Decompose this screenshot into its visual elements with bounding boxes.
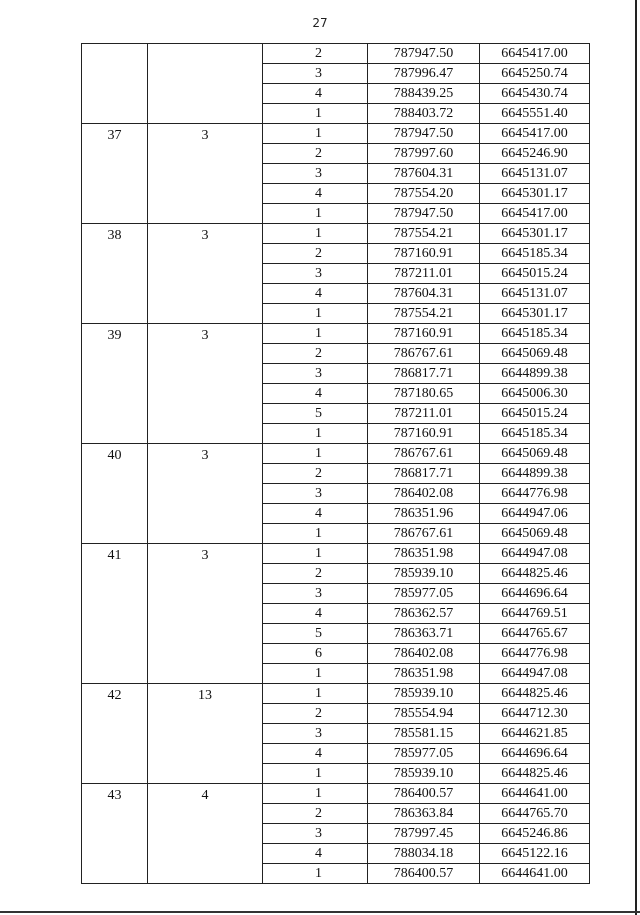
x-coordinate-cell: 787997.45: [368, 824, 480, 844]
y-coordinate-cell: 6644825.46: [480, 564, 590, 584]
parcel-number: 39: [107, 328, 122, 343]
point-number-cell: 2: [263, 564, 368, 584]
x-coordinate-cell: 785554.94: [368, 704, 480, 724]
point-number-cell: 4: [263, 604, 368, 624]
table-row: [82, 544, 590, 564]
x-coordinate-cell: 788439.25: [368, 84, 480, 104]
x-coordinate-cell: 786400.57: [368, 784, 480, 804]
table-row: [82, 124, 590, 144]
x-coordinate-cell: 787160.91: [368, 424, 480, 444]
x-coordinate-cell: 787554.20: [368, 184, 480, 204]
x-coordinate-cell: 787180.65: [368, 384, 480, 404]
table-row: [82, 684, 590, 704]
y-coordinate-cell: 6644765.70: [480, 804, 590, 824]
coordinates-table: [81, 43, 590, 884]
x-coordinate-cell: 785939.10: [368, 684, 480, 704]
parcel-number-cell: [82, 684, 148, 784]
point-number-cell: 1: [263, 104, 368, 124]
point-count-cell: [148, 224, 263, 324]
x-coordinate-cell: 787947.50: [368, 124, 480, 144]
page-edge-bottom: [0, 911, 640, 913]
y-coordinate-cell: 6645069.48: [480, 524, 590, 544]
y-coordinate-cell: 6644947.08: [480, 544, 590, 564]
y-coordinate-cell: 6644899.38: [480, 464, 590, 484]
x-coordinate-cell: 786767.61: [368, 524, 480, 544]
y-coordinate-cell: 6644776.98: [480, 484, 590, 504]
x-coordinate-cell: 785581.15: [368, 724, 480, 744]
point-number-cell: 1: [263, 224, 368, 244]
y-coordinate-cell: 6644641.00: [480, 864, 590, 884]
parcel-number-cell: [82, 324, 148, 444]
point-number-cell: 1: [263, 864, 368, 884]
x-coordinate-cell: 787997.60: [368, 144, 480, 164]
y-coordinate-cell: 6644765.67: [480, 624, 590, 644]
y-coordinate-cell: 6644769.51: [480, 604, 590, 624]
page-number: 27: [312, 16, 328, 30]
point-number-cell: 1: [263, 204, 368, 224]
point-number-cell: 6: [263, 644, 368, 664]
y-coordinate-cell: 6645185.34: [480, 424, 590, 444]
x-coordinate-cell: 787211.01: [368, 264, 480, 284]
page-edge-right: [635, 0, 637, 915]
table-row: [82, 324, 590, 344]
point-count-cell: [148, 544, 263, 684]
point-count-cell: [148, 684, 263, 784]
y-coordinate-cell: 6645015.24: [480, 264, 590, 284]
point-number-cell: 4: [263, 504, 368, 524]
x-coordinate-cell: 786400.57: [368, 864, 480, 884]
parcel-number: 40: [107, 448, 122, 463]
point-count: 3: [201, 448, 209, 463]
point-number-cell: 4: [263, 744, 368, 764]
point-number-cell: 3: [263, 724, 368, 744]
parcel-number-cell: [82, 124, 148, 224]
parcel-number: 38: [107, 228, 122, 243]
point-number-cell: 1: [263, 524, 368, 544]
point-number-cell: 5: [263, 624, 368, 644]
point-number-cell: 2: [263, 44, 368, 64]
parcel-number: 42: [107, 688, 122, 703]
parcel-number-cell: [82, 444, 148, 544]
point-count-cell: [148, 124, 263, 224]
x-coordinate-cell: 787604.31: [368, 164, 480, 184]
point-number-cell: 4: [263, 384, 368, 404]
x-coordinate-cell: 786351.96: [368, 504, 480, 524]
x-coordinate-cell: 785939.10: [368, 764, 480, 784]
point-count: 3: [201, 128, 209, 143]
y-coordinate-cell: 6645015.24: [480, 404, 590, 424]
x-coordinate-cell: 788034.18: [368, 844, 480, 864]
point-number-cell: 2: [263, 144, 368, 164]
y-coordinate-cell: 6644825.46: [480, 684, 590, 704]
y-coordinate-cell: 6644825.46: [480, 764, 590, 784]
x-coordinate-cell: 786363.84: [368, 804, 480, 824]
point-number-cell: 4: [263, 284, 368, 304]
point-number-cell: 3: [263, 164, 368, 184]
y-coordinate-cell: 6645069.48: [480, 344, 590, 364]
x-coordinate-cell: 785977.05: [368, 744, 480, 764]
parcel-number-cell: [82, 544, 148, 684]
y-coordinate-cell: 6645301.17: [480, 184, 590, 204]
point-number-cell: 2: [263, 804, 368, 824]
y-coordinate-cell: 6645301.17: [480, 224, 590, 244]
parcel-number: 37: [107, 128, 122, 143]
parcel-number-cell: [82, 44, 148, 124]
y-coordinate-cell: 6645417.00: [480, 124, 590, 144]
point-count: 4: [201, 788, 209, 803]
point-number-cell: 5: [263, 404, 368, 424]
y-coordinate-cell: 6644947.06: [480, 504, 590, 524]
y-coordinate-cell: 6645069.48: [480, 444, 590, 464]
x-coordinate-cell: 787604.31: [368, 284, 480, 304]
y-coordinate-cell: 6644712.30: [480, 704, 590, 724]
point-number-cell: 3: [263, 264, 368, 284]
point-number-cell: 3: [263, 824, 368, 844]
y-coordinate-cell: 6645131.07: [480, 284, 590, 304]
point-count-cell: [148, 44, 263, 124]
x-coordinate-cell: 787996.47: [368, 64, 480, 84]
y-coordinate-cell: 6645301.17: [480, 304, 590, 324]
point-number-cell: 2: [263, 464, 368, 484]
point-count: [148, 44, 262, 46]
x-coordinate-cell: 786402.08: [368, 644, 480, 664]
point-number-cell: 1: [263, 324, 368, 344]
x-coordinate-cell: 786817.71: [368, 364, 480, 384]
y-coordinate-cell: 6645246.90: [480, 144, 590, 164]
parcel-number-cell: [82, 784, 148, 884]
y-coordinate-cell: 6645006.30: [480, 384, 590, 404]
parcel-number-cell: [82, 224, 148, 324]
point-count-cell: [148, 784, 263, 884]
y-coordinate-cell: 6645185.34: [480, 244, 590, 264]
point-number-cell: 2: [263, 704, 368, 724]
point-number-cell: 3: [263, 364, 368, 384]
parcel-number: 41: [107, 548, 122, 563]
point-count: 3: [201, 548, 209, 563]
y-coordinate-cell: 6645417.00: [480, 204, 590, 224]
x-coordinate-cell: 787160.91: [368, 244, 480, 264]
x-coordinate-cell: 786767.61: [368, 344, 480, 364]
y-coordinate-cell: 6645185.34: [480, 324, 590, 344]
y-coordinate-cell: 6645551.40: [480, 104, 590, 124]
point-number-cell: 1: [263, 684, 368, 704]
table-row: [82, 444, 590, 464]
y-coordinate-cell: 6644696.64: [480, 584, 590, 604]
y-coordinate-cell: 6644621.85: [480, 724, 590, 744]
x-coordinate-cell: 785977.05: [368, 584, 480, 604]
x-coordinate-cell: 786363.71: [368, 624, 480, 644]
y-coordinate-cell: 6644899.38: [480, 364, 590, 384]
point-number-cell: 4: [263, 84, 368, 104]
table-row: [82, 784, 590, 804]
x-coordinate-cell: 786402.08: [368, 484, 480, 504]
table-row: [82, 44, 590, 64]
y-coordinate-cell: 6645131.07: [480, 164, 590, 184]
x-coordinate-cell: 785939.10: [368, 564, 480, 584]
y-coordinate-cell: 6645430.74: [480, 84, 590, 104]
x-coordinate-cell: 786351.98: [368, 664, 480, 684]
x-coordinate-cell: 787211.01: [368, 404, 480, 424]
y-coordinate-cell: 6645246.86: [480, 824, 590, 844]
x-coordinate-cell: 786362.57: [368, 604, 480, 624]
y-coordinate-cell: 6644776.98: [480, 644, 590, 664]
point-number-cell: 3: [263, 584, 368, 604]
point-number-cell: 3: [263, 484, 368, 504]
point-count: 3: [201, 228, 209, 243]
point-count-cell: [148, 324, 263, 444]
y-coordinate-cell: 6644947.08: [480, 664, 590, 684]
point-count: 13: [198, 688, 212, 703]
x-coordinate-cell: 787947.50: [368, 204, 480, 224]
point-number-cell: 1: [263, 764, 368, 784]
x-coordinate-cell: 786767.61: [368, 444, 480, 464]
point-number-cell: 4: [263, 844, 368, 864]
point-count: 3: [201, 328, 209, 343]
point-number-cell: 2: [263, 344, 368, 364]
point-number-cell: 3: [263, 64, 368, 84]
point-number-cell: 1: [263, 124, 368, 144]
point-number-cell: 2: [263, 244, 368, 264]
point-number-cell: 1: [263, 784, 368, 804]
x-coordinate-cell: 787947.50: [368, 44, 480, 64]
x-coordinate-cell: 787160.91: [368, 324, 480, 344]
x-coordinate-cell: 787554.21: [368, 304, 480, 324]
x-coordinate-cell: 788403.72: [368, 104, 480, 124]
y-coordinate-cell: 6645417.00: [480, 44, 590, 64]
y-coordinate-cell: 6645122.16: [480, 844, 590, 864]
point-number-cell: 4: [263, 184, 368, 204]
point-number-cell: 1: [263, 444, 368, 464]
x-coordinate-cell: 787554.21: [368, 224, 480, 244]
y-coordinate-cell: 6645250.74: [480, 64, 590, 84]
parcel-number: [82, 44, 147, 46]
y-coordinate-cell: 6644696.64: [480, 744, 590, 764]
x-coordinate-cell: 786351.98: [368, 544, 480, 564]
point-number-cell: 1: [263, 424, 368, 444]
point-count-cell: [148, 444, 263, 544]
table-row: [82, 224, 590, 244]
x-coordinate-cell: 786817.71: [368, 464, 480, 484]
point-number-cell: 1: [263, 664, 368, 684]
point-number-cell: 1: [263, 304, 368, 324]
parcel-number: 43: [107, 788, 122, 803]
point-number-cell: 1: [263, 544, 368, 564]
y-coordinate-cell: 6644641.00: [480, 784, 590, 804]
